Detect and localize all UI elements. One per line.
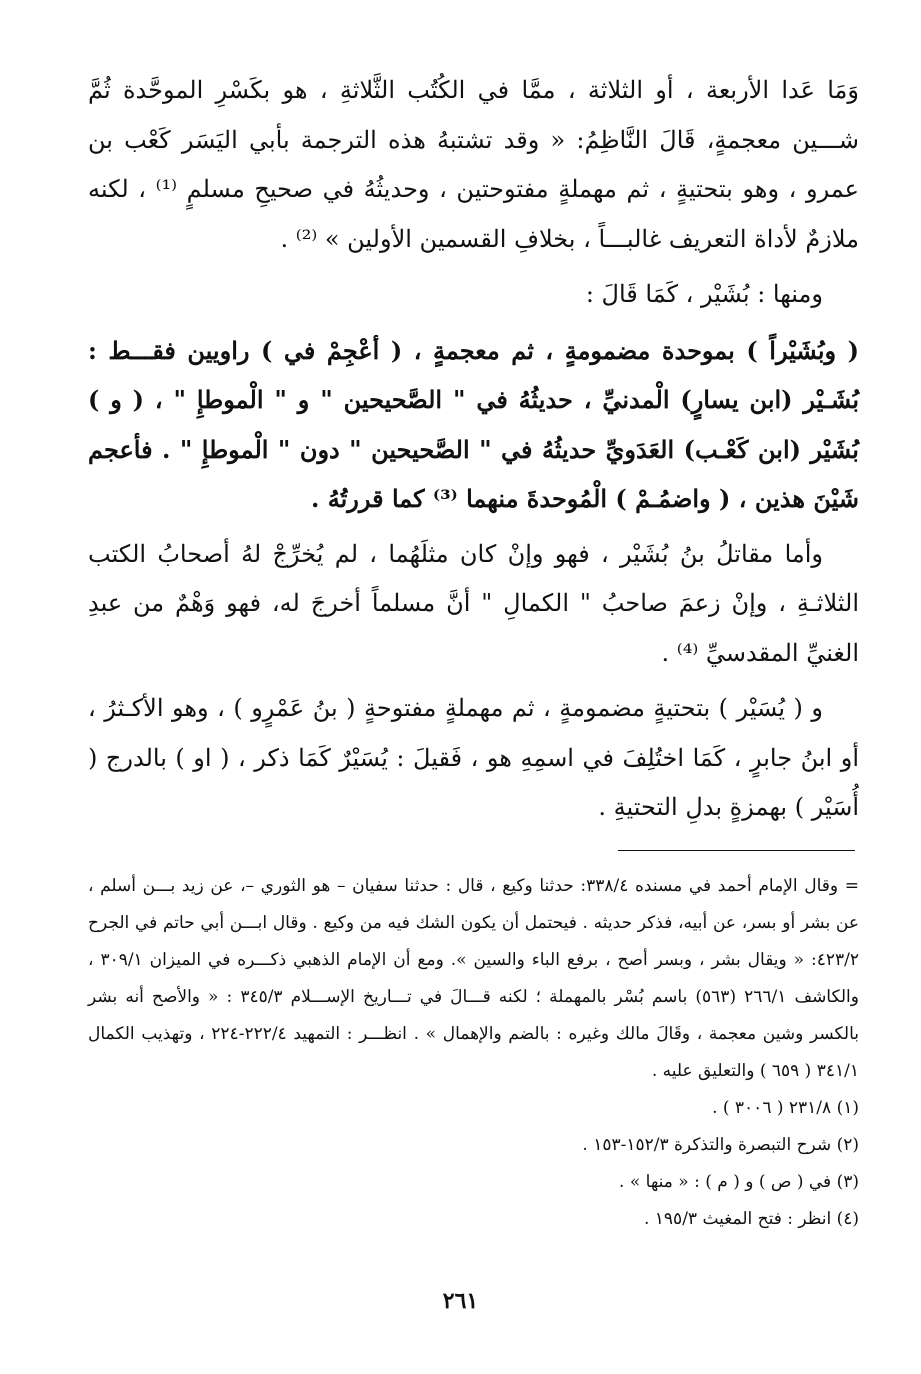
footnote: (٣) في ( ص ) و ( م ) : « منها » . (619, 1172, 859, 1192)
footnote: (٤) انظر : فتح المغيث ١٩٥/٣ . (643, 1209, 859, 1229)
paragraph: و ( يُسَيْر ) بتحتيةٍ مضمومةٍ ، ثم مهملةٍ مفتوحةٍ ( بنُ عَمْرٍو ) ، وهو الأكـثرُ ، أو ابنُ جابرٍ ، كَمَا اختُلِفَ في اسمِهِ هو ، فَقيلَ : يُسَيْرٌ كَمَا ذكر ، ( او ) بالدرج ( أُسَيْر ) بهمزةٍ بدلِ التحتيةِ . (88, 694, 859, 821)
paragraph: ( وبُشَيْراً ) بموحدة مضمومةٍ ، ثم معجمةٍ ، ( أعْجِمْ في ) راويين فقـــط : بُشَـيْر (ابن يسارٍ) الْمدنيِّ ، حديثُهُ في " الصَّحيحين " و " الْموطإِ " ، ( و ) بُشَيْر (ابن كَعْـب) العَدَويِّ حديثُهُ في " الصَّحيحين " دون " الْموطإِ " . فأعجم شَيْنَ هذين ، ( واضمُـمْ ) الْمُوحدةَ منهما ⁽³⁾ كما قررتُهُ . (88, 335, 859, 513)
paragraph: ومنها : بُشَيْر ، كَمَا قَالَ : (585, 280, 823, 308)
footnotes (88, 868, 859, 1238)
paragraph: وَمَا عَدا الأربعة ، أو الثلاثة ، ممَّا في الكُتُب الثَّلاثةِ ، هو بكَسْرِ الموحَّدة ثُمَّ شـــين معجمةٍ، قَالَ النَّاظِمُ: « وقد تشتبهُ هذه الترجمة بأبي اليَسَر كَعْب بن عمرو ، وهو بتحتيةٍ ، ثم مهملةٍ مفتوحتين ، وحديثُهُ في صحيحِ مسلمٍ ⁽¹⁾ ، لكنه ملازمٌ لأداة التعريف غالبـــاً ، بخلافِ القسمين الأولين » ⁽²⁾ . (88, 76, 860, 253)
main-text (88, 66, 859, 833)
footnote: (١) ٢٣١/٨ ( ٣٠٠٦ ) . (712, 1098, 859, 1118)
page-number: ٢٦١ (442, 1288, 479, 1314)
footnote: (٢) شرح التبصرة والتذكرة ١٥٢/٣-١٥٣ . (582, 1135, 859, 1155)
footnote-separator (618, 850, 855, 851)
footnote-continuation: = وقال الإمام أحمد في مسنده ٣٣٨/٤: حدثنا وكيع ، قال : حدثنا سفيان – هو الثوري –، عن زيد بـــن أسلم ، عن بشر أو بسر، عن أبيه، فذكر حديثه . فيحتمل أن يكون الشك فيه من وكيع . وقال ابـــن أبي حاتم في الجرح ٤٢٣/٢: « ويقال بشر ، وبسر أصح ، برفع الباء والسين ». ومع أن الإمام الذهبي ذكـــره في الميزان ٣٠٩/١ ، والكاشف ٢٦٦/١ (٥٦٣) باسم بُسْر بالمهملة ؛ لكنه قـــالَ في تـــاريخ الإســـلام ٣٤٥/٣ : « والأصح أنه بشر بالكسر وشين معجمة ، وقَالَ مالك وغيره : بالضم والإهمال » . انظـــر : التمهيد ٢٢٢/٤-٢٢٤ ، وتهذيب الكمال ٣٤١/١ ( ٦٥٩ ) والتعليق عليه . (88, 876, 860, 1081)
paragraph: وأما مقاتلُ بنُ بُشَيْر ، فهو وإنْ كان مثلَهُما ، لم يُخرِّجْ لهُ أصحابُ الكتب الثلاثـةِ ، وإنْ زعمَ صاحبُ " الكمالِ " أنَّ مسلماً أخرجَ له، فهو وَهْمٌ من عبدِ الغنيِّ المقدسيِّ ⁽⁴⁾ . (88, 539, 859, 667)
